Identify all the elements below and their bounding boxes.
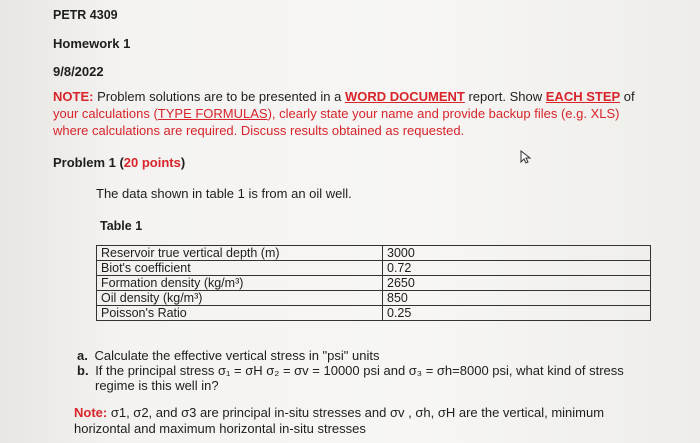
question-b-text: If the principal stress σ₁ = σH σ₂ = σv = 10000 psi and σ₃ = σh=8000 psi, what kind of stress <box>95 363 624 378</box>
note-text: of <box>620 89 635 104</box>
type-formulas-emphasis: TYPE FORMULAS <box>157 106 268 121</box>
question-b-marker: b. <box>77 363 89 378</box>
table-cell-value: 3000 <box>383 246 651 261</box>
each-step-emphasis: EACH STEP <box>545 89 621 104</box>
problem-title <box>53 155 185 170</box>
problem-points: 20 points <box>123 155 181 170</box>
course-code: PETR 4309 <box>53 8 118 22</box>
note-label: NOTE: <box>53 89 94 104</box>
note-line-3: where calculations are required. Discuss results obtained as requested. <box>53 123 465 138</box>
table-cell-value: 850 <box>383 291 651 306</box>
homework-title: Homework 1 <box>53 36 131 51</box>
table-cell-label: Oil density (kg/m³) <box>97 291 383 306</box>
table-cell-value: 0.25 <box>383 306 651 321</box>
table-cell-label: Biot's coefficient <box>97 261 383 276</box>
footnote-text: σ1, σ2, and σ3 are principal in-situ stresses and σv , σh, σH are the vertical, minimum <box>107 405 605 420</box>
table-row <box>97 261 651 276</box>
footnote-line-2: horizontal and maximum horizontal in-situ stresses <box>74 421 366 436</box>
table-row <box>97 306 651 321</box>
problem-title-close: ) <box>180 155 186 170</box>
note-text: Problem solutions are to be presented in a <box>93 89 345 104</box>
note-line-1 <box>53 89 635 104</box>
homework-date: 9/8/2022 <box>53 64 104 79</box>
table-row <box>97 246 651 261</box>
footnote-label: Note: <box>74 405 108 420</box>
note-text: your calculations ( <box>53 106 158 121</box>
note-line-2 <box>53 106 619 121</box>
question-a-text: Calculate the effective vertical stress in "psi" units <box>94 348 380 363</box>
note-text: report. Show <box>464 89 546 104</box>
question-b-line-2: regime is this well in? <box>95 378 219 393</box>
word-document-emphasis: WORD DOCUMENT <box>344 89 465 104</box>
question-a-marker: a. <box>77 348 88 363</box>
table-cell-value: 2650 <box>383 276 651 291</box>
table-cell-label: Formation density (kg/m³) <box>97 276 383 291</box>
footnote-line-1 <box>74 405 604 420</box>
question-a <box>77 348 379 363</box>
question-b-line-1 <box>77 363 624 378</box>
table-cell-value: 0.72 <box>383 261 651 276</box>
table-row <box>97 291 651 306</box>
note-text: ), clearly state your name and provide backup files (e.g. XLS) <box>267 106 620 121</box>
table-row <box>97 276 651 291</box>
data-table <box>96 245 651 321</box>
problem-title-text: Problem 1 ( <box>53 155 124 170</box>
table-cell-label: Reservoir true vertical depth (m) <box>97 246 383 261</box>
table-cell-label: Poisson's Ratio <box>97 306 383 321</box>
table-title: Table 1 <box>100 219 143 233</box>
mouse-cursor-icon <box>520 150 532 164</box>
problem-intro: The data shown in table 1 is from an oil well. <box>96 186 352 201</box>
